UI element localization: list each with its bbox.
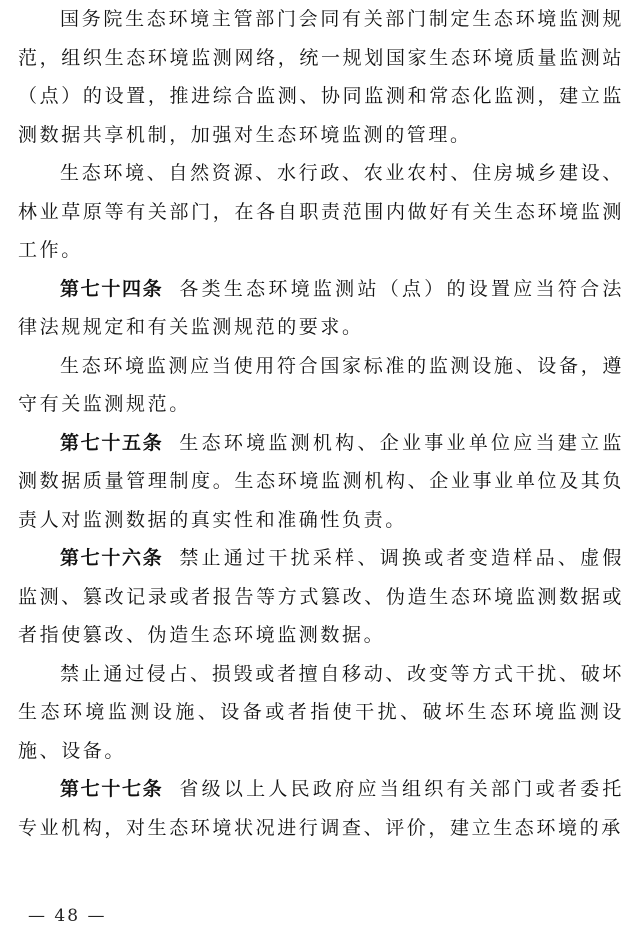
body-text: [18, 0, 624, 847]
article-74-text: 各类生态环境监测站（点）的设置应当符合法律法规规定和有关监测规范的要求。: [18, 277, 624, 338]
paragraph-7: [18, 655, 624, 771]
paragraph-1-text: 国务院生态环境主管部门会同有关部门制定生态环境监测规范，组织生态环境监测网络，统一规划国家生态环境质量监测站（点）的设置，推进综合监测、协同监测和常态化监测，建立监测数据共享机制，加强对生态环境监测的管理。: [18, 8, 624, 146]
paragraph-4: [18, 347, 624, 424]
article-74: [18, 270, 624, 347]
paragraph-2-text: 生态环境、自然资源、水行政、农业农村、住房城乡建设、林业草原等有关部门，在各自职责范围内做好有关生态环境监测工作。: [18, 162, 624, 261]
article-77: [18, 770, 624, 847]
article-77-heading: 第七十七条: [60, 778, 164, 800]
paragraph-2: [18, 154, 624, 270]
page-number: — 48 —: [28, 906, 107, 926]
article-75-text: 生态环境监测机构、企业事业单位应当建立监测数据质量管理制度。生态环境监测机构、企业事业单位及其负责人对监测数据的真实性和准确性负责。: [18, 431, 624, 531]
article-76: [18, 539, 624, 655]
article-75-heading: 第七十五条: [60, 431, 164, 454]
article-77-text: 省级以上人民政府应当组织有关部门或者委托专业机构，对生态环境状况进行调查、评价，建立生态环境的承: [18, 778, 624, 839]
article-75: [18, 424, 624, 540]
paragraph-4-text: 生态环境监测应当使用符合国家标准的监测设施、设备，遵守有关监测规范。: [18, 354, 624, 415]
article-74-heading: 第七十四条: [60, 277, 164, 300]
article-76-text: 禁止通过干扰采样、调换或者变造样品、虚假监测、篡改记录或者报告等方式篡改、伪造生态环境监测数据或者指使篡改、伪造生态环境监测数据。: [18, 547, 624, 646]
article-76-heading: 第七十六条: [60, 547, 164, 569]
paragraph-1: [18, 0, 624, 154]
paragraph-7-text: 禁止通过侵占、损毁或者擅自移动、改变等方式干扰、破坏生态环境监测设施、设备或者指使干扰、破坏生态环境监测设施、设备。: [18, 662, 624, 762]
